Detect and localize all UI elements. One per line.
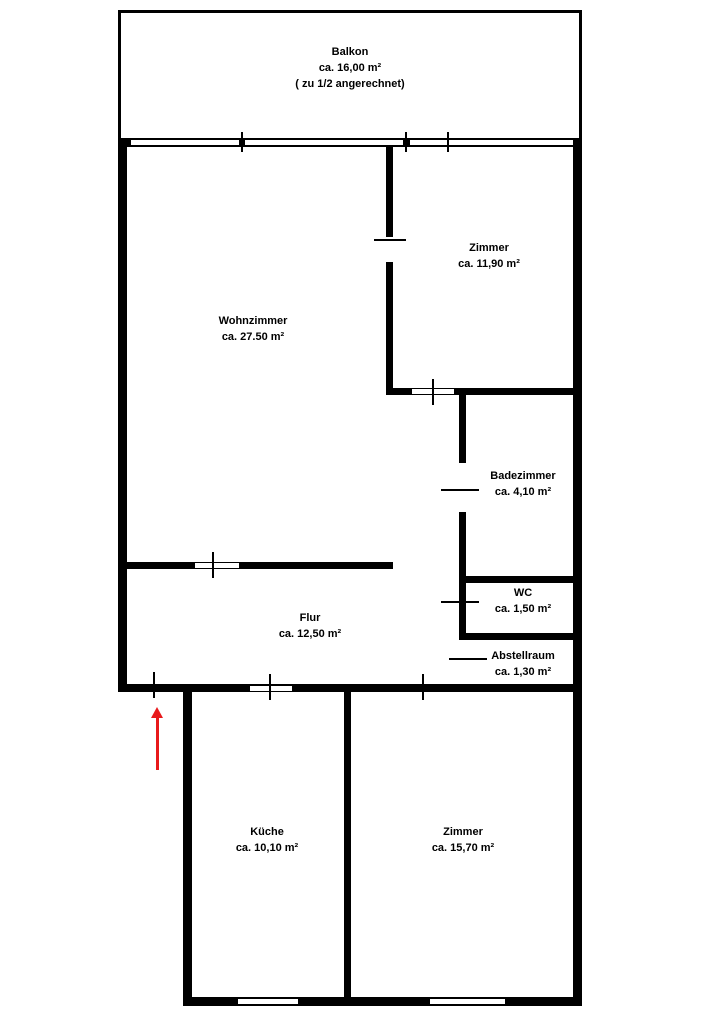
entrance-arrow-line [156,718,159,770]
window-opening-bottom-left [238,999,298,1004]
room-area: ca. 1,30 m² [494,666,552,678]
window-mullion-3 [447,132,449,152]
door-opening-wohnzimmer-flur [195,563,239,568]
interior-wall-zimmer-left-upper [386,147,393,237]
balcony-wall-right [579,10,582,138]
balcony-door-opening-left [131,140,239,145]
door-leaf-kueche [269,674,271,700]
interior-wall-bad-left-lower [459,512,466,582]
window-mullion-2 [405,132,407,152]
room-note: ( zu 1/2 angerechnet) [295,78,405,90]
room-label-zimmer-upper [404,240,574,272]
interior-wall-flur-bottom [183,684,453,692]
room-area: ca. 15,70 m² [431,842,495,854]
room-label-flur [225,610,395,642]
window-mullion-1 [241,132,243,152]
balcony-wall-left [118,10,121,138]
room-area: ca. 11,90 m² [458,258,520,270]
interior-wall-abstellraum-bottom [449,684,582,692]
room-area: ca. 12,50 m² [278,628,342,640]
interior-wall-abstellraum-top [459,633,582,640]
room-label-abstellraum [438,648,608,680]
interior-wall-bad-left-upper [459,388,466,463]
exterior-wall-left-upper [118,138,127,566]
room-name: Zimmer [443,826,483,838]
room-area: ca. 16,00 m² [318,62,382,74]
room-name: Flur [299,612,321,624]
exterior-wall-right [573,138,582,1006]
room-label-wc [438,585,608,617]
room-label-badezimmer [438,468,608,500]
interior-wall-wc-top [459,576,582,583]
interior-wall-wohnzimmer-bottom [127,562,393,569]
room-label-wohnzimmer [168,313,338,345]
room-area: ca. 1,50 m² [494,603,552,615]
door-leaf-zimmer-upper [374,239,406,241]
interior-wall-zimmer-left-lower [386,262,393,390]
room-name: Badezimmer [490,470,556,482]
window-opening-bottom-right [430,999,505,1004]
room-name: WC [513,587,533,599]
room-name: Wohnzimmer [218,315,288,327]
door-leaf-wohnzimmer-flur [212,552,214,578]
room-area: ca. 10,10 m² [235,842,299,854]
room-area: ca. 4,10 m² [494,486,552,498]
door-opening-kueche [250,686,292,691]
room-label-zimmer-lower [378,824,548,856]
door-leaf-zimmer-lower [422,674,424,700]
room-name: Küche [250,826,284,838]
flur-wall-bottom-left [118,684,183,692]
exterior-wall-left-lower [118,566,127,691]
balcony-door-opening-right [410,140,575,145]
balcony-wall-top [118,10,582,13]
room-name: Abstellraum [491,650,555,662]
door-leaf-entrance [153,672,155,698]
room-name: Zimmer [469,242,509,254]
door-leaf-wohnzimmer-right [432,379,434,405]
balcony-door-opening-middle [245,140,403,145]
room-label-kueche [182,824,352,856]
entrance-arrow-head [151,707,163,718]
room-label-balkon [258,44,442,92]
room-area: ca. 27.50 m² [221,331,285,343]
room-name: Balkon [331,46,369,58]
